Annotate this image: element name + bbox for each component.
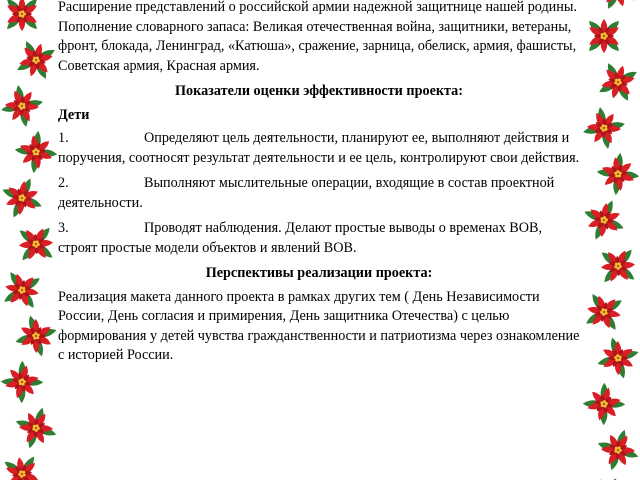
poinsettia-flower-icon	[16, 40, 57, 81]
list-item	[58, 219, 580, 258]
poinsettia-flower-icon	[3, 455, 42, 480]
right-flower-border	[582, 0, 640, 480]
poinsettia-flower-icon	[598, 0, 639, 10]
poinsettia-flower-icon	[0, 84, 43, 127]
poinsettia-flower-icon	[2, 270, 42, 310]
list-item-text: Определяют цель деятельности, планируют ее, выполняют действия и поручения, соотносят результат деятельности и ее цель, контролируют свои действия.	[58, 130, 580, 166]
poinsettia-flower-icon	[586, 18, 621, 53]
intro-paragraph: Расширение представлений о российской армии надежной защитнице нашей родины. Пополнение словарного запаса: Великая отечественная война, защитники, ветераны, фронт, блокада, Ленинград, «Катюша», сражение, зарница, обелиск, армия, фашисты, Советская армия, Красная армия.	[58, 0, 577, 74]
poinsettia-flower-icon	[14, 130, 57, 173]
poinsettia-border-left-icon	[0, 0, 58, 480]
list-item-number: 1.	[58, 130, 69, 146]
poinsettia-flower-icon	[17, 225, 54, 262]
prospects-heading: Перспективы реализации проекта:	[205, 265, 433, 281]
list-item-number: 3.	[58, 220, 69, 236]
list-item-text: Выполняют мыслительные операции, входящие в состав проектной деятельности.	[58, 175, 555, 211]
poinsettia-flower-icon	[15, 315, 58, 358]
poinsettia-flower-icon	[585, 477, 624, 480]
left-flower-border	[0, 0, 58, 480]
prospects-paragraph: Реализация макета данного проекта в рамках других тем ( День Независимости России, День согласия и примирения, День защитника Отечества) с целью формирования у детей чувства гражданственности и патриотизма через ознакомление с историей России.	[58, 288, 580, 363]
list-item-number: 2.	[58, 175, 69, 191]
poinsettia-flower-icon	[598, 62, 639, 103]
poinsettia-flower-icon	[597, 429, 640, 472]
poinsettia-flower-icon	[584, 292, 624, 332]
poinsettia-border-right-icon	[582, 0, 640, 480]
poinsettia-flower-icon	[599, 247, 636, 284]
poinsettia-flower-icon	[4, 0, 39, 32]
efficiency-heading: Показатели оценки эффективности проекта:	[175, 83, 463, 99]
list-item	[58, 129, 580, 168]
poinsettia-flower-icon	[597, 337, 640, 380]
list-item	[58, 174, 580, 213]
poinsettia-flower-icon	[1, 177, 43, 219]
document-body	[58, 0, 580, 480]
poinsettia-flower-icon	[583, 199, 625, 241]
poinsettia-flower-icon	[15, 407, 58, 450]
children-label: Дети	[58, 106, 90, 123]
poinsettia-flower-icon	[1, 361, 44, 404]
poinsettia-flower-icon	[582, 106, 625, 149]
list-item-text: Проводят наблюдения. Делают простые выводы о временах ВОВ, строят простые модели объектов и явлений ВОВ.	[58, 220, 543, 256]
poinsettia-flower-icon	[583, 383, 626, 426]
poinsettia-flower-icon	[596, 152, 639, 195]
